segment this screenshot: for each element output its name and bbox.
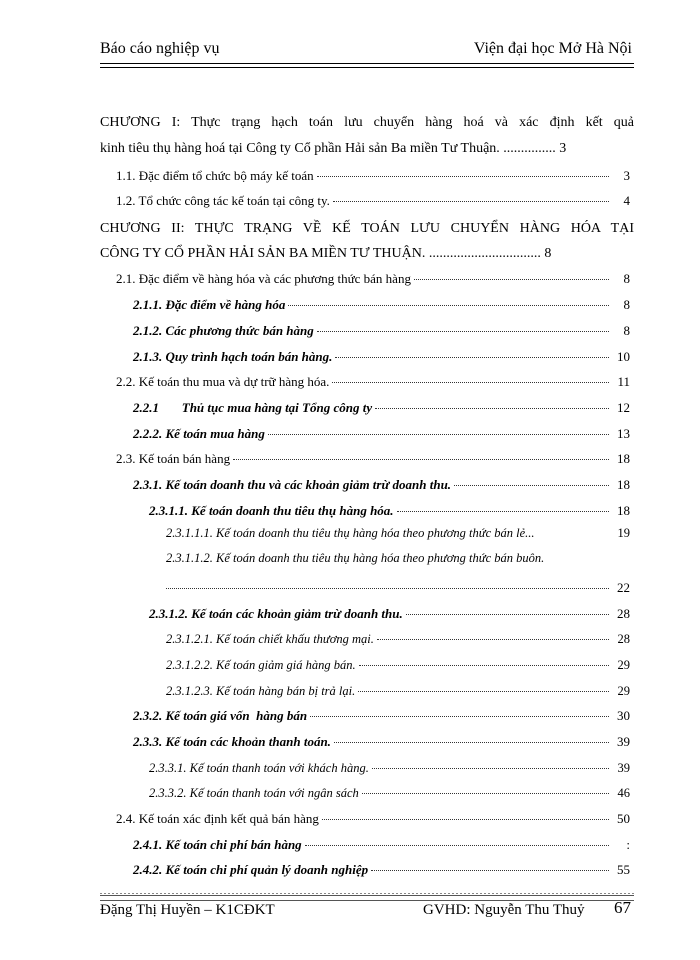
toc-entry-2-3-1-2-2: 2.3.1.2.2. Kế toán giảm giá hàng bán. 29 (166, 654, 630, 673)
toc-leader-dots (305, 831, 609, 846)
toc-entry-2-4-2: 2.4.2. Kế toán chi phí quản lý doanh nghiệp 55 (133, 859, 630, 878)
toc-entry-2-2-2: 2.2.2. Kế toán mua hàng 13 (133, 423, 630, 442)
toc-leader-dots (406, 600, 609, 615)
toc-chapter-1-line-1: CHƯƠNG I: Thực trạng hạch toán lưu chuyển hàng hoá và xác định kết quả (100, 115, 634, 130)
header-institution: Viện đại học Mở Hà Nội (473, 40, 632, 57)
toc-entry-2-4-1: 2.4.1. Kế toán chi phí bán hàng : (133, 834, 630, 853)
toc-leader-dots (233, 445, 609, 460)
toc-leader-dots (322, 805, 609, 820)
toc-leader-dots (359, 651, 609, 666)
footer-page-number: 67 (614, 898, 631, 917)
toc-entry-2-3-3: 2.3.3. Kế toán các khoản thanh toán. 39 (133, 731, 630, 750)
toc-entry-2-3-1-1-1: 2.3.1.1.1. Kế toán doanh thu tiêu thụ hàng hóa theo phương thức bán lẻ... 19 (166, 526, 630, 540)
footer-supervisor: GVHD: Nguyễn Thu Thuỷ (423, 902, 585, 918)
toc-leader-dots (454, 471, 609, 486)
toc-chapter-2-line-2: CÔNG TY CỔ PHẦN HẢI SẢN BA MIỀN TƯ THUẬN. ................................ 8 (100, 246, 552, 261)
toc-entry-2-3-3-1: 2.3.3.1. Kế toán thanh toán với khách hàng. 39 (149, 757, 630, 776)
toc-entry-2-1-1: 2.1.1. Đặc điểm về hàng hóa 8 (133, 294, 630, 313)
toc-entry-2-3-1-1-2-line-2: 22 (166, 577, 630, 596)
toc-chapter-2-line-1: CHƯƠNG II: THỰC TRẠNG VỀ KẾ TOÁN LƯU CHUYỂN HÀNG HÓA TẠI (100, 221, 634, 236)
toc-entry-2-3-1-1-2-line-1: 2.3.1.1.2. Kế toán doanh thu tiêu thụ hàng hóa theo phương thức bán buôn. (166, 551, 545, 565)
toc-leader-dots (310, 702, 609, 717)
toc-entry-2-2: 2.2. Kế toán thu mua và dự trữ hàng hóa. 11 (116, 371, 630, 390)
toc-entry-2-3-1-2: 2.3.1.2. Kế toán các khoản giảm trừ doanh thu. 28 (149, 603, 630, 622)
toc-entry-2-3-3-2: 2.3.3.2. Kế toán thanh toán với ngân sách 46 (149, 782, 630, 801)
toc-leader-dots (362, 779, 609, 794)
toc-chapter-1-line-2: kinh tiêu thụ hàng hoá tại Công ty Cổ phần Hải sản Ba miền Tư Thuận. ............... 3 (100, 141, 567, 156)
toc-entry-2-3-1: 2.3.1. Kế toán doanh thu và các khoản giảm trừ doanh thu. 18 (133, 474, 630, 493)
header-report-title: Báo cáo nghiệp vụ (100, 40, 220, 57)
toc-entry-2-1-2: 2.1.2. Các phương thức bán hàng 8 (133, 320, 630, 339)
toc-leader-dots (334, 728, 609, 743)
toc-leader-dots (377, 625, 609, 640)
toc-entry-2-3-1-2-3: 2.3.1.2.3. Kế toán hàng bán bị trả lại. 29 (166, 680, 630, 699)
toc-entry-2-3-1-2-1: 2.3.1.2.1. Kế toán chiết khấu thương mại. 28 (166, 628, 630, 647)
toc-entry-2-2-1: 2.2.1 Thủ tục mua hàng tại Tổng công ty 12 (133, 397, 630, 416)
toc-leader-dots (317, 317, 609, 332)
toc-entry-2-1: 2.1. Đặc điểm về hàng hóa và các phương thức bán hàng 8 (116, 268, 630, 287)
toc-entry-2-3-2: 2.3.2. Kế toán giá vốn hàng bán 30 (133, 705, 630, 724)
toc-entry-2-3: 2.3. Kế toán bán hàng 18 (116, 448, 630, 467)
toc-leader-dots (332, 368, 609, 383)
footer-hatch-rule (100, 893, 634, 894)
toc-entry-1-1: 1.1. Đặc điểm tổ chức bộ máy kế toán 3 (116, 165, 630, 184)
toc-leader-dots (288, 291, 609, 306)
toc-leader-dots (375, 394, 609, 409)
toc-leader-dots (317, 162, 609, 177)
footer-double-rule (100, 895, 634, 901)
toc-leader-dots (414, 265, 609, 280)
toc-entry-2-1-3: 2.1.3. Quy trình hạch toán bán hàng. 10 (133, 346, 630, 365)
toc-leader-dots (335, 343, 609, 358)
toc-entry-1-2: 1.2. Tổ chức công tác kế toán tại công ty. 4 (116, 190, 630, 209)
toc-leader-dots (268, 420, 609, 435)
toc-leader-dots (333, 187, 609, 202)
footer-author: Đặng Thị Huyền – K1CĐKT (100, 902, 275, 918)
toc-leader-dots (358, 677, 609, 692)
toc-leader-dots (372, 754, 609, 769)
toc-entry-2-3-1-1: 2.3.1.1. Kế toán doanh thu tiêu thụ hàng hóa. 18 (149, 500, 630, 519)
toc-leader-dots (166, 574, 609, 589)
toc-entry-2-4: 2.4. Kế toán xác định kết quả bán hàng 50 (116, 808, 630, 827)
toc-leader-dots (397, 497, 609, 512)
toc-leader-dots (371, 856, 609, 871)
